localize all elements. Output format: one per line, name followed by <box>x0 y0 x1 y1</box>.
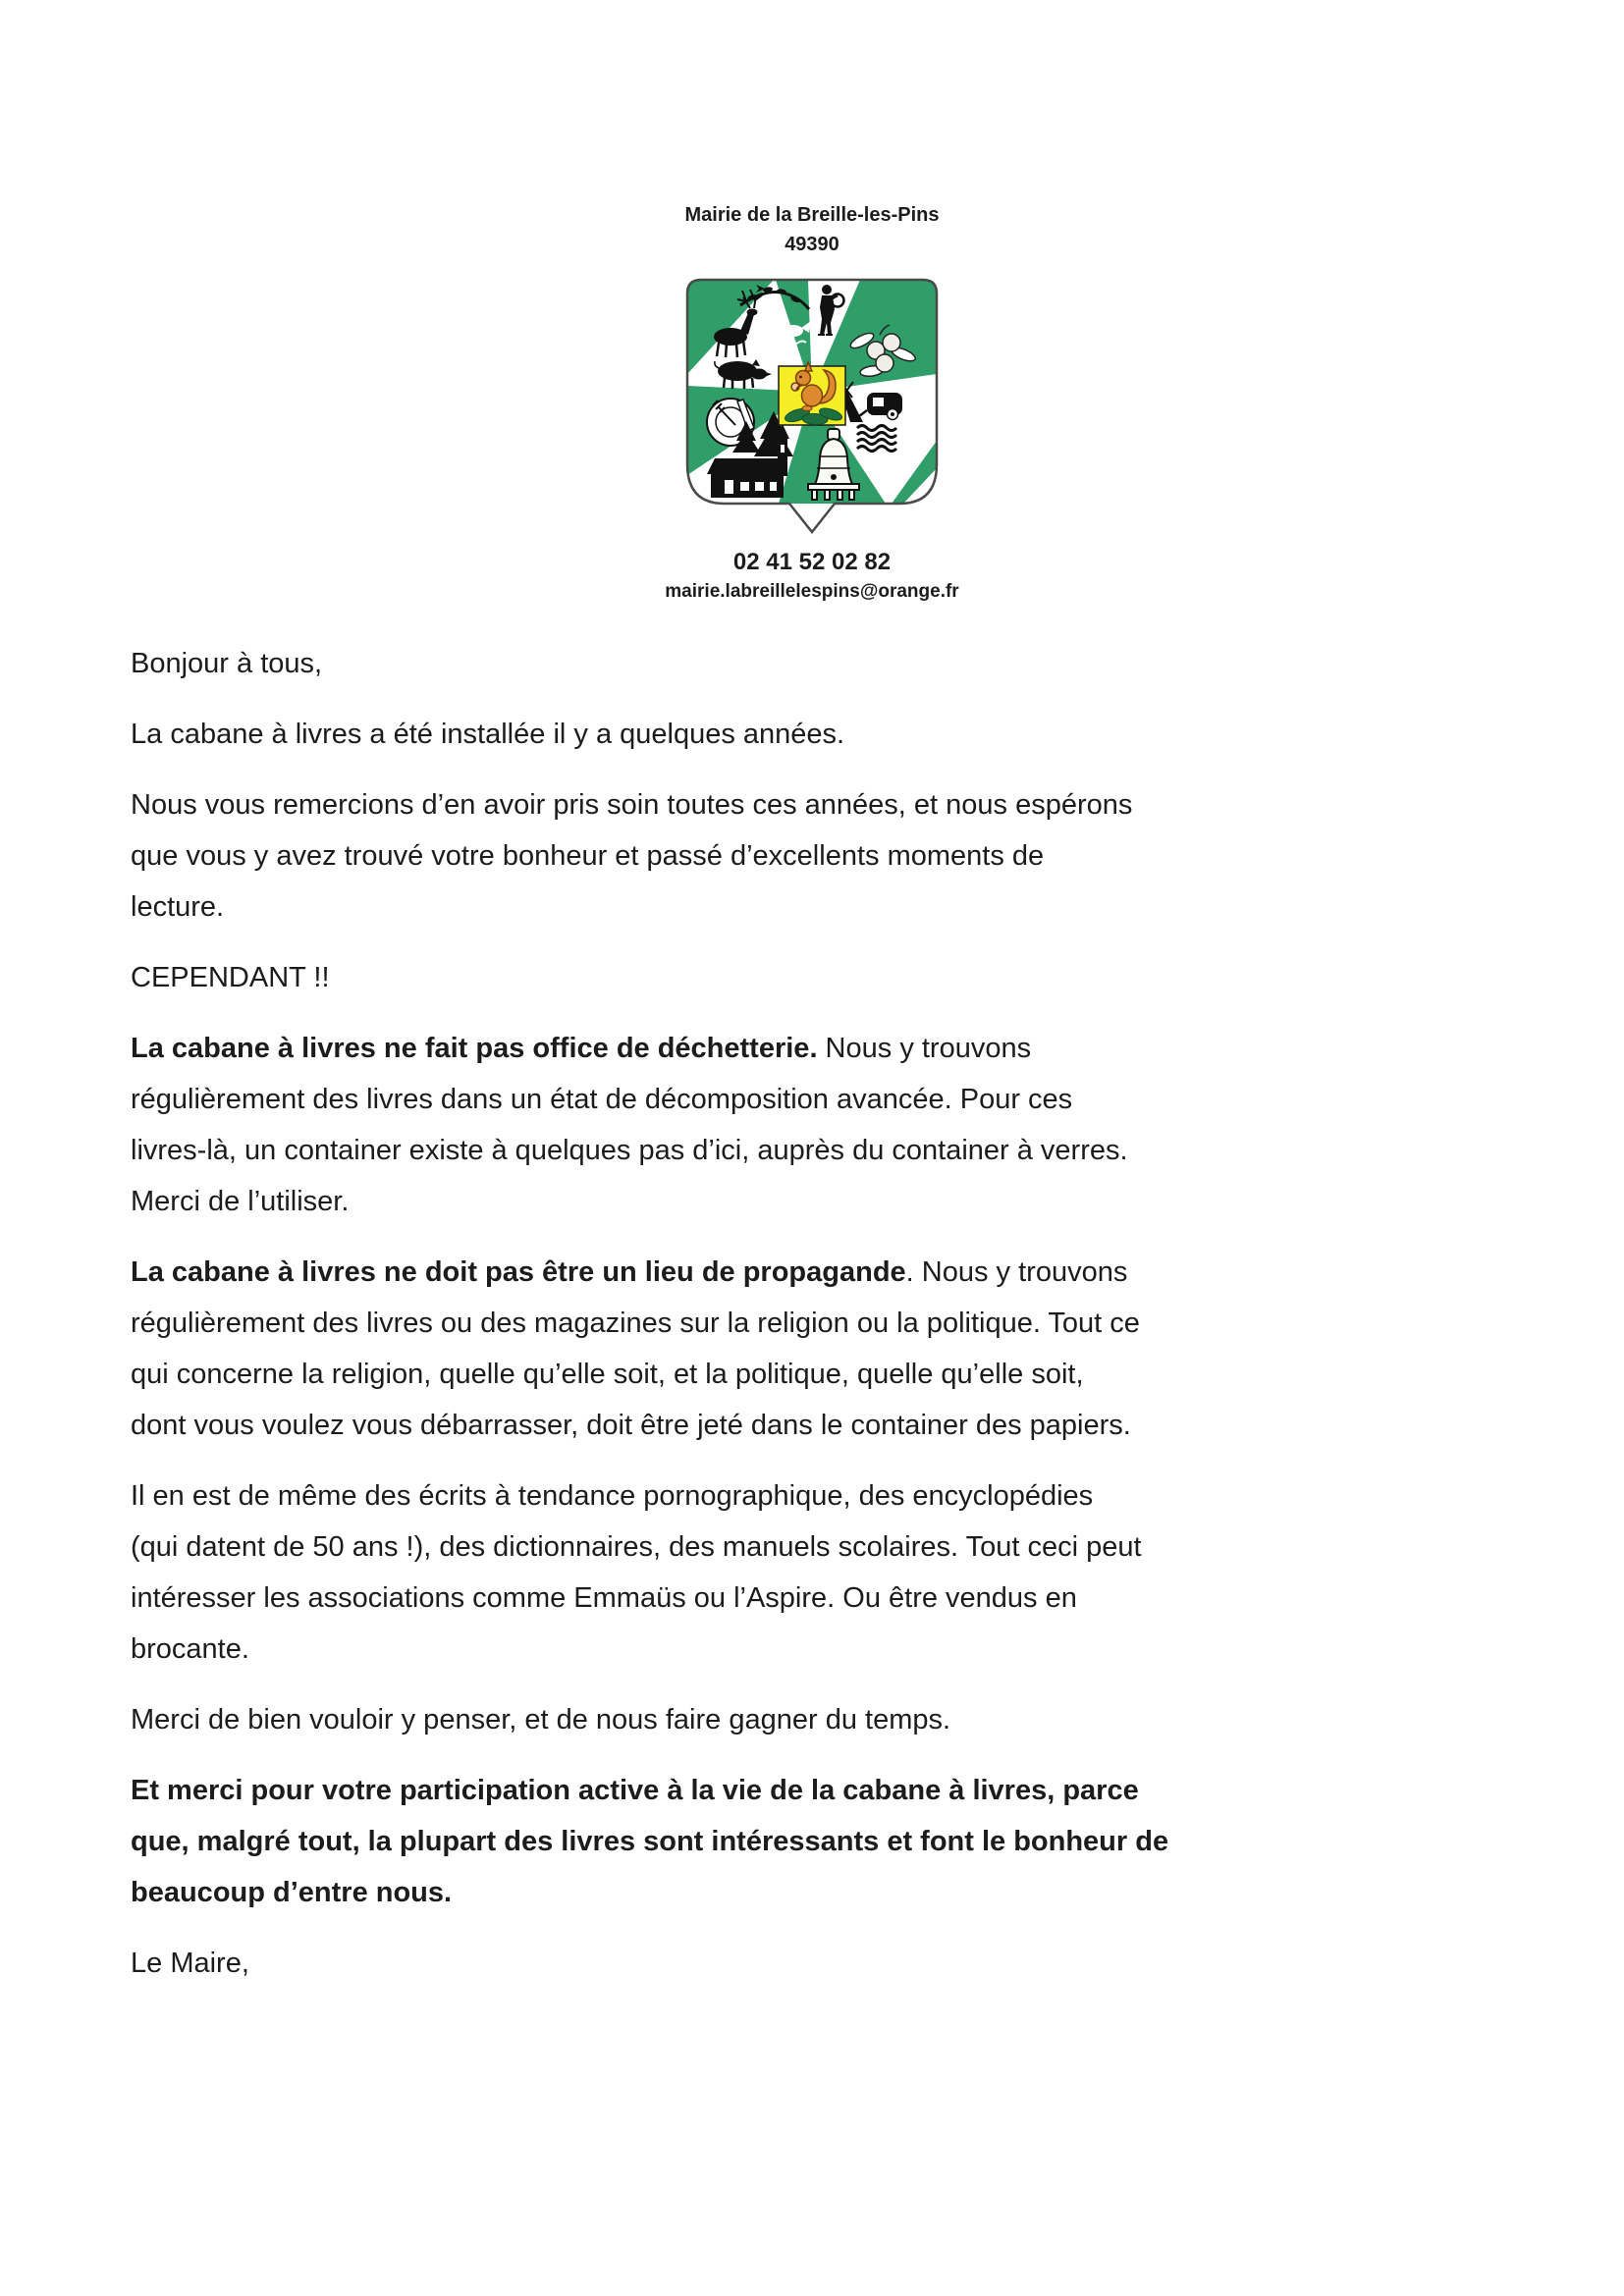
postal-code: 49390 <box>785 234 839 255</box>
paragraph <box>131 779 1493 933</box>
text-line: que, malgré tout, la plupart des livres sont intéressants et font le bonheur de <box>131 1826 1169 1857</box>
paragraph <box>131 1247 1493 1451</box>
text-line: régulièrement des livres ou des magazines sur la religion ou la politique. Tout ce <box>131 1308 1140 1339</box>
text-line: livres-là, un container existe à quelques pas d’ici, auprès du container à verres. <box>131 1135 1128 1166</box>
text-line: Bonjour à tous, <box>131 648 323 679</box>
paragraph <box>131 709 1493 760</box>
email-address: mairie.labreillelespins@orange.fr <box>665 581 959 602</box>
squirrel-center-icon <box>779 362 845 425</box>
paragraph <box>131 1023 1493 1227</box>
text-line: La cabane à livres a été installée il y a quelques années. <box>131 719 845 750</box>
organization-name: Mairie de la Breille-les-Pins <box>684 204 940 226</box>
text-line: Nous vous remercions d’en avoir pris soin toutes ces années, et nous espérons <box>131 789 1133 821</box>
text-line: Et merci pour votre participation active à la vie de la cabane à livres, parce <box>131 1775 1139 1806</box>
paragraph <box>131 952 1493 1003</box>
paragraph <box>131 1470 1493 1675</box>
text-line: La cabane à livres ne doit pas être un lieu de propagande. Nous y trouvons <box>131 1256 1128 1288</box>
letter-header <box>0 0 1624 606</box>
text-line: (qui datent de 50 ans !), des dictionnaires, des manuels scolaires. Tout ceci peut <box>131 1531 1142 1563</box>
text-line: beaucoup d’entre nous. <box>131 1877 453 1908</box>
text-line: CEPENDANT !! <box>131 962 330 993</box>
text-line: Il en est de même des écrits à tendance pornographique, des encyclopédies <box>131 1480 1094 1512</box>
text-line: brocante. <box>131 1633 249 1665</box>
text-line: La cabane à livres ne fait pas office de déchetterie. Nous y trouvons <box>131 1033 1032 1064</box>
text-line: régulièrement des livres dans un état de décomposition avancée. Pour ces <box>131 1084 1073 1115</box>
paragraph <box>131 1765 1493 1918</box>
text-line: qui concerne la religion, quelle qu’elle soit, et la politique, quelle qu’elle soit, <box>131 1359 1084 1390</box>
text-line: Merci de bien vouloir y penser, et de nous faire gagner du temps. <box>131 1704 951 1735</box>
paragraph <box>131 638 1493 689</box>
text-line: intéresser les associations comme Emmaüs ou l’Aspire. Ou être vendus en <box>131 1582 1077 1614</box>
paragraph <box>131 1938 1493 1989</box>
paragraph <box>131 1694 1493 1745</box>
letter-body <box>131 638 1493 1989</box>
town-crest-icon <box>683 276 941 539</box>
text-line: Merci de l’utiliser. <box>131 1186 350 1217</box>
text-line: lecture. <box>131 891 225 923</box>
text-line: Le Maire, <box>131 1948 249 1979</box>
phone-number: 02 41 52 02 82 <box>732 549 892 575</box>
text-line: que vous y avez trouvé votre bonheur et passé d’excellents moments de <box>131 840 1045 872</box>
text-line: dont vous voulez vous débarrasser, doit être jeté dans le container des papiers. <box>131 1410 1131 1441</box>
